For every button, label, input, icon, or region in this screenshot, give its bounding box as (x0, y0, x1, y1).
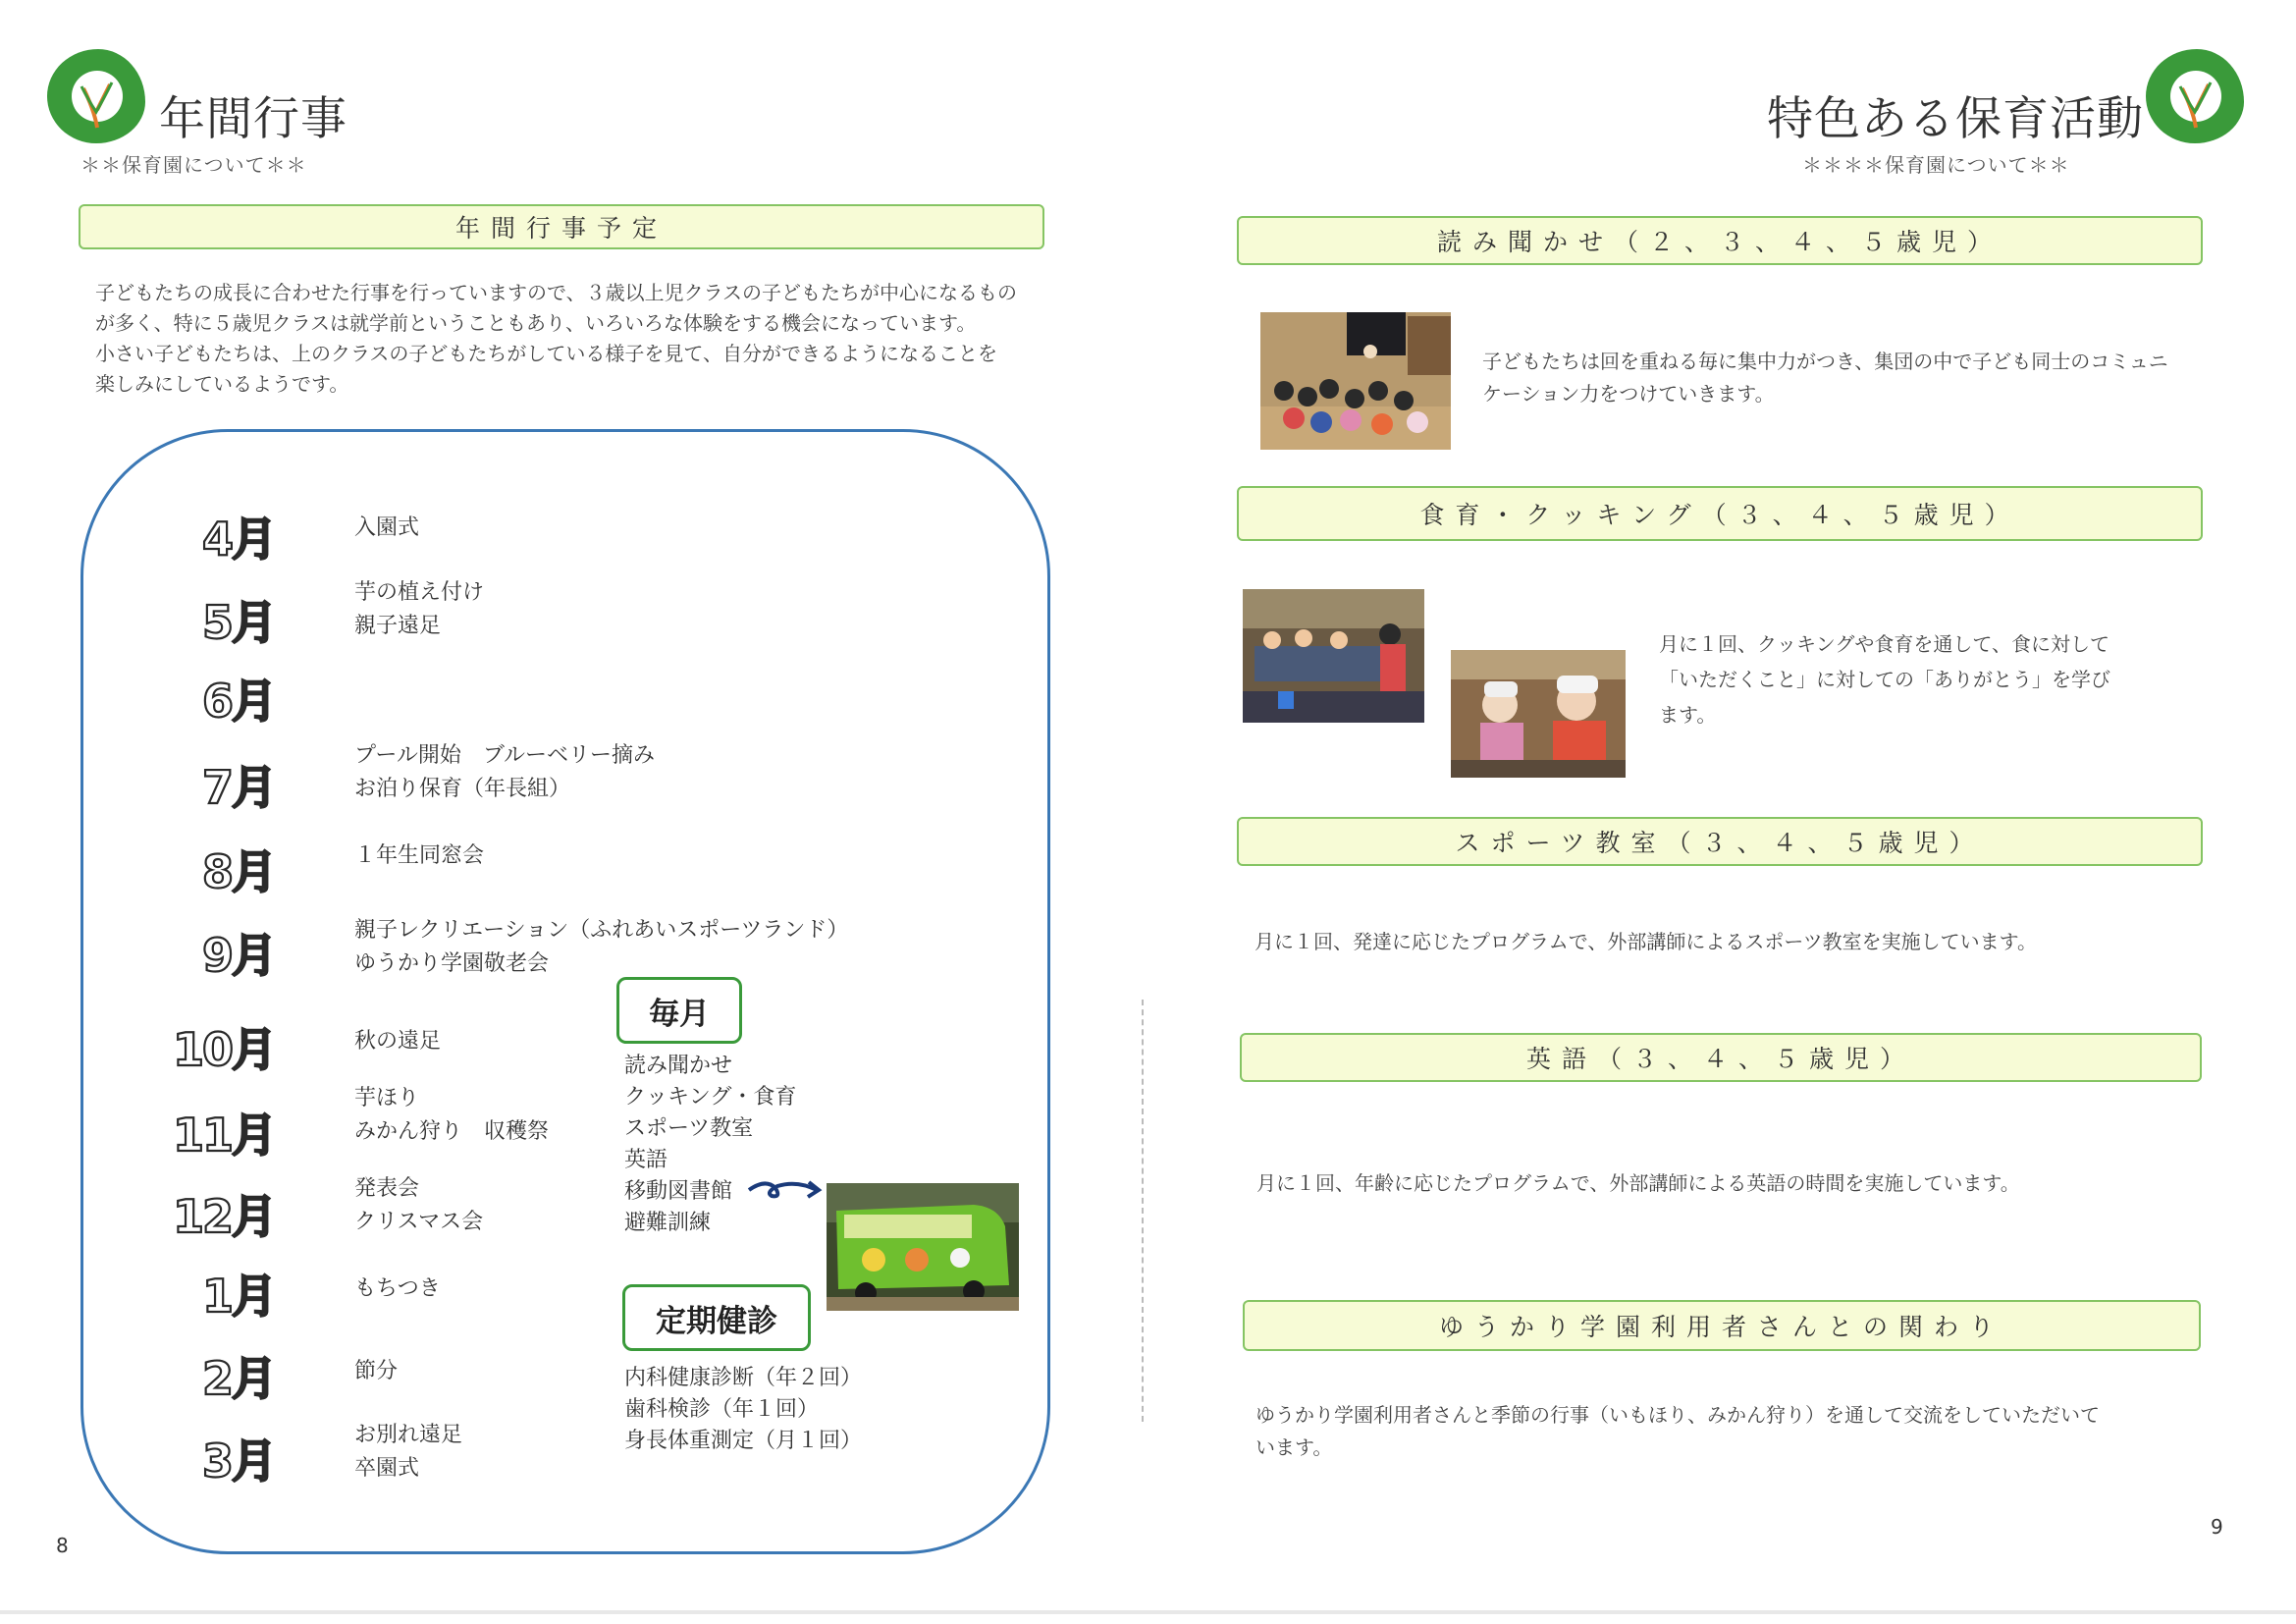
library-bus-photo (827, 1183, 1019, 1311)
month-label: 6月 (201, 675, 275, 728)
month-label: 11月 (172, 1109, 275, 1162)
cooking-text: 月に１回、クッキングや食育を通して、食に対して 「いただくこと」に対しての「ありがとう」を学び ます。 (1659, 632, 2110, 727)
month-events: 芋の植え付け 親子遠足 (354, 580, 485, 638)
english-banner: 英語（３、４、５歳児） (1240, 1033, 2202, 1082)
center-divider (1142, 1000, 1144, 1422)
month-label: 8月 (201, 845, 275, 898)
month-events: 秋の遠足 (354, 1029, 442, 1054)
month-label: 2月 (201, 1352, 275, 1405)
cooking-banner: 食育・クッキング（３、４、５歳児） (1237, 486, 2203, 541)
reading-photo (1260, 312, 1451, 450)
month-label: 10月 (172, 1023, 275, 1076)
month-label: 3月 (201, 1435, 275, 1488)
month-label: 1月 (201, 1270, 275, 1323)
monthly-tag: 毎月 (616, 977, 742, 1044)
month-label: 7月 (201, 761, 275, 814)
month-label: 12月 (172, 1190, 275, 1243)
list-item: 内科健康診断（年２回） (624, 1366, 863, 1390)
cooking-photo-2 (1451, 650, 1626, 778)
list-item: スポーツ教室 (624, 1116, 754, 1141)
month-events: お別れ遠足 卒園式 (354, 1423, 463, 1481)
logo-right (2146, 49, 2244, 143)
intro-text: 子どもたちの成長に合わせた行事を行っていますので、３歳以上児クラスの子どもたちが中心になるもの が多く、特に５歳児クラスは就学前ということもあり、いろいろな体験をする機会になっています。 小さい子どもたちは、上のクラスの子どもたちがしている様子を見て、自分ができるようになることを 楽しみにしているようです。 (95, 281, 1017, 396)
month-events: １年生同窓会 (354, 843, 485, 868)
logo-left (47, 49, 145, 143)
sports-banner: スポーツ教室（３、４、５歳児） (1237, 817, 2203, 866)
page-number-left: 8 (56, 1534, 69, 1557)
checkup-list (624, 1363, 862, 1457)
list-item: 読み聞かせ (624, 1054, 733, 1078)
page-number-right: 9 (2211, 1515, 2223, 1539)
sports-text: 月に１回、発達に応じたプログラムで、外部講師によるスポーツ教室を実施しています。 (1255, 930, 2037, 953)
month-label: 9月 (201, 929, 275, 982)
arrow-icon (746, 1174, 825, 1204)
month-events: 節分 (354, 1359, 399, 1383)
schedule-banner: 年間行事予定 (79, 204, 1044, 249)
month-events: 入園式 (354, 515, 420, 540)
cooking-photo-1 (1243, 589, 1424, 723)
english-text: 月に１回、年齢に応じたプログラムで、外部講師による英語の時間を実施しています。 (1256, 1171, 2020, 1195)
list-item: 避難訓練 (624, 1211, 712, 1235)
month-label: 4月 (201, 513, 275, 566)
page-subtitle-left: ＊＊保育園について＊＊ (80, 153, 307, 177)
yuukari-banner: ゆうかり学園利用者さんとの関わり (1243, 1300, 2201, 1351)
month-events: もちつき (354, 1276, 441, 1301)
month-events: 芋ほり みかん狩り 収穫祭 (354, 1086, 550, 1144)
list-item: 歯科検診（年１回） (624, 1397, 820, 1422)
page-subtitle-right: ＊＊＊＊保育園について＊＊ (1802, 153, 2070, 177)
month-events: 発表会 クリスマス会 (354, 1176, 484, 1234)
list-item: クッキング・食育 (624, 1085, 797, 1110)
checkup-tag: 定期健診 (622, 1284, 811, 1351)
bottom-edge (0, 1610, 2296, 1614)
month-events: プール開始 ブルーベリー摘み お泊り保育（年長組） (354, 743, 656, 801)
yuukari-text: ゆうかり学園利用者さんと季節の行事（いもほり、みかん狩り）を通して交流をしていただいて います。 (1255, 1403, 2100, 1459)
reading-text: 子どもたちは回を重ねる毎に集中力がつき、集団の中で子ども同士のコミュニ ケーション力をつけていきます。 (1482, 350, 2168, 406)
reading-banner: 読み聞かせ（２、３、４、５歳児） (1237, 216, 2203, 265)
page-title-right: 特色ある保育活動 (1767, 92, 2144, 146)
list-item: 英語 (624, 1148, 668, 1172)
month-events: 親子レクリエーション（ふれあいスポーツランド） ゆうかり学園敬老会 (354, 918, 849, 976)
month-label: 5月 (201, 596, 275, 649)
monthly-list (624, 1051, 796, 1239)
list-item: 移動図書館 (624, 1179, 733, 1204)
list-item: 身長体重測定（月１回） (624, 1429, 863, 1453)
page-title-left: 年間行事 (159, 92, 347, 146)
